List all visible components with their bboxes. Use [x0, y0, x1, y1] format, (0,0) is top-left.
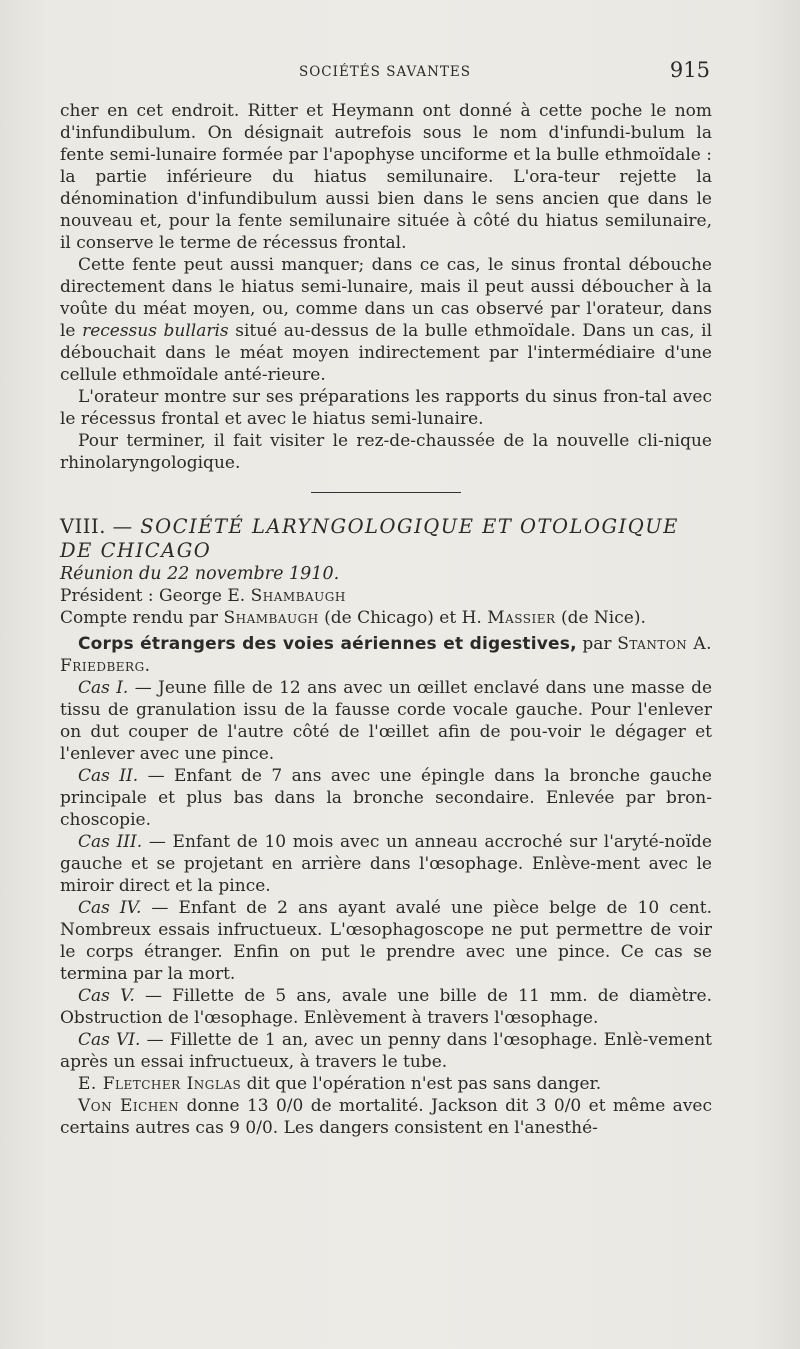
- president-line: [60, 585, 712, 607]
- speaker-name: Von Eichen: [78, 1096, 180, 1116]
- case-text: — Enfant de 10 mois avec un anneau accroché sur l'aryté-noïde gauche et se projetant en arrière dans l'œsophage. Enlève-ment avec le miroir direct et la pince.: [60, 832, 712, 896]
- president-name: Shambaugh: [250, 586, 346, 606]
- section-title-line1: SOCIÉTÉ LARYNGOLOGIQUE ET OTOLOGIQUE: [140, 515, 679, 538]
- case-paragraph: [60, 765, 712, 831]
- section-title: [60, 515, 712, 539]
- page-number: 915: [669, 58, 710, 82]
- closing-paragraph: [60, 1095, 712, 1139]
- report-prefix: Compte rendu par: [60, 608, 224, 628]
- meeting-date: Réunion du 22 novembre 1910.: [60, 564, 340, 584]
- case-paragraph: [60, 677, 712, 765]
- latin-term: recessus bullaris: [82, 321, 229, 341]
- paragraph: cher en cet endroit. Ritter et Heymann ont donné à cette poche le nom d'infundibulum. On désignait autrefois sous le nom d'infundi-bulum la fente semi-lunaire formée par l'apophyse unciforme et la bulle ethmoïdale : la partie inférieure du hiatus semilunaire. L'ora-teur rejette la dénomination d'infundibulum aussi bien dans le sens ancien que dans le nouveau et, pour la fente semilunaire située à côté du hiatus semilunaire, il conserve le terme de récessus frontal.: [60, 101, 712, 253]
- case-text: — Fillette de 1 an, avec un penny dans l'œsophage. Enlè-vement après un essai infructueux, à travers le tube.: [60, 1030, 712, 1072]
- topic-author: Stanton A. Friedberg: [60, 634, 712, 676]
- case-label: Cas VI.: [78, 1030, 141, 1050]
- running-title: SOCIÉTÉS SAVANTES: [298, 64, 472, 80]
- report-line: [60, 607, 712, 629]
- report-suffix: (de Nice).: [555, 608, 646, 628]
- report-author: Shambaugh: [223, 608, 319, 628]
- paragraph: L'orateur montre sur ses préparations les rapports du sinus fron-tal avec le récessus frontal et avec le hiatus semi-lunaire.: [60, 387, 712, 429]
- topic-title: Corps étrangers des voies aériennes et digestives,: [78, 634, 577, 654]
- case-paragraph: [60, 1029, 712, 1073]
- section-divider: [311, 492, 461, 493]
- topic-line: [60, 633, 712, 677]
- speaker-name: E. Fletcher Inglas: [78, 1074, 242, 1094]
- section-number: VIII. —: [60, 515, 133, 538]
- case-label: Cas V.: [78, 986, 135, 1006]
- report-author: Massier: [487, 608, 556, 628]
- case-label: Cas III.: [78, 832, 143, 852]
- paragraph: [60, 254, 712, 386]
- page-body: [60, 100, 712, 1139]
- case-paragraph: [60, 897, 712, 985]
- case-text: — Jeune fille de 12 ans avec un œillet enclavé dans une masse de tissu de granulation issu de la fausse corde vocale gauche. Pour l'enlever on dut couper de l'autre côté de l'œillet afin de pou-voir le dégager et l'enlever avec une pince.: [60, 678, 713, 764]
- case-text: — Enfant de 7 ans avec une épingle dans la bronche gauche principale et plus bas dans la bronche secondaire. Enlevée par bron-choscopie.: [60, 766, 712, 830]
- case-paragraph: [60, 831, 712, 897]
- text-run: situé au-dessus de la bulle ethmoïdale. Dans un cas, il débouchait dans le méat moyen indirectement par l'intermédiaire d'une cellule ethmoïdale anté-rieure.: [60, 321, 713, 385]
- closing-text: donne 13 0/0 de mortalité. Jackson dit 3 0/0 et même avec certains autres cas 9 0/0. Les dangers consistent en l'anesthé-: [60, 1096, 713, 1138]
- case-label: Cas I.: [78, 678, 129, 698]
- topic-end: .: [144, 656, 151, 676]
- case-text: — Fillette de 5 ans, avale une bille de 11 mm. de diamètre. Obstruction de l'œsophage. Enlèvement à travers l'œsophage.: [60, 986, 712, 1028]
- report-mid: (de Chicago) et H.: [318, 608, 488, 628]
- paragraph: Pour terminer, il fait visiter le rez-de-chaussée de la nouvelle cli-nique rhinolaryngologique.: [60, 431, 712, 473]
- page-header: [60, 50, 710, 90]
- case-paragraph: [60, 985, 712, 1029]
- president-label: Président : George E.: [60, 586, 251, 606]
- section-title-line2: DE CHICAGO: [60, 539, 212, 562]
- topic-by: par: [576, 634, 618, 654]
- case-label: Cas IV.: [78, 898, 142, 918]
- case-text: — Enfant de 2 ans ayant avalé une pièce belge de 10 cent. Nombreux essais infructueux. L'œsophagoscope ne put permettre de voir le corps étranger. Enfin on put le prendre avec une pince. Ce cas se termina par la mort.: [60, 898, 712, 984]
- closing-paragraph: [60, 1073, 712, 1095]
- text-run: Cette fente peut aussi manquer; dans ce cas, le sinus frontal débouche directement dans le hiatus semi-lunaire, mais il peut aussi déboucher à la voûte du méat moyen, ou, comme dans un cas observé par l'orateur, dans le: [60, 255, 712, 341]
- case-label: Cas II.: [78, 766, 139, 786]
- closing-text: dit que l'opération n'est pas sans danger.: [241, 1074, 602, 1094]
